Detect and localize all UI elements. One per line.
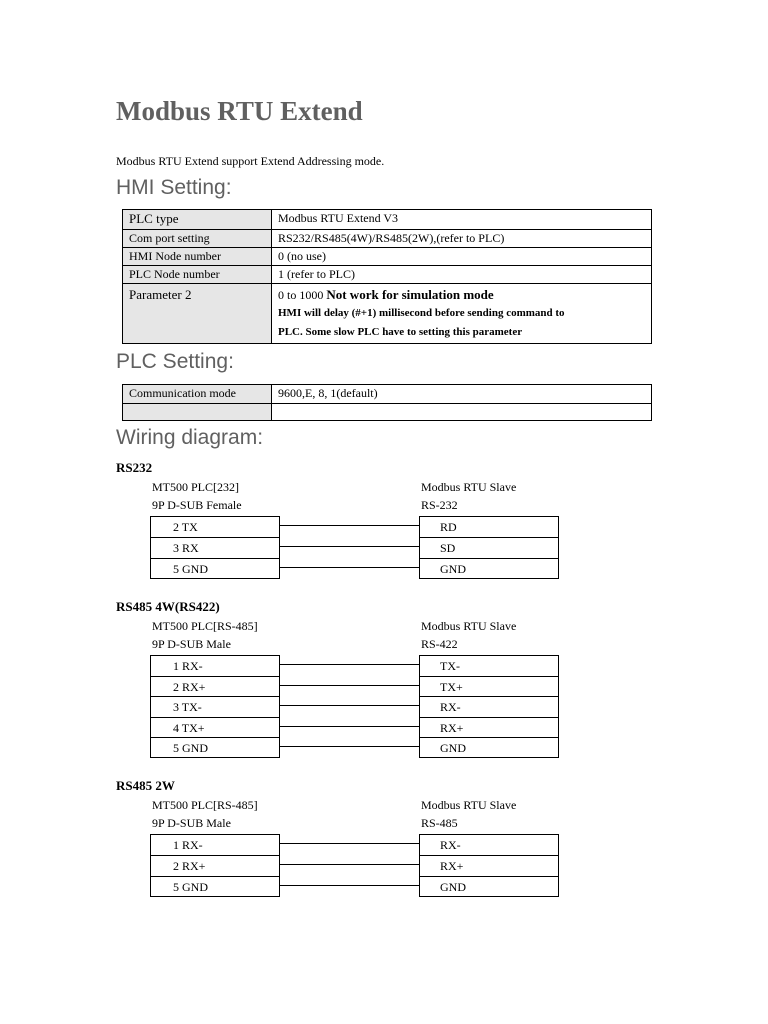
wire [279, 843, 419, 844]
rs232-right-title: Modbus RTU Slave [421, 480, 517, 494]
setting-value: 9600,E, 8, 1(default) [272, 385, 652, 404]
setting-key: PLC Node number [123, 266, 272, 284]
table-row [123, 248, 652, 266]
wiring-heading: Wiring diagram: [116, 426, 264, 449]
setting-value: 1 (refer to PLC) [272, 266, 652, 284]
table-row [123, 210, 652, 230]
wire [279, 705, 419, 706]
setting-value [272, 404, 652, 421]
pin-label: 5 GND [151, 558, 279, 578]
setting-value: RS232/RS485(4W)/RS485(2W),(refer to PLC) [272, 230, 652, 248]
pin-label: GND [420, 737, 558, 757]
setting-key: Communication mode [123, 385, 272, 404]
rs232-right-sub: RS-232 [421, 498, 458, 512]
pin-label: RD [440, 520, 457, 534]
rs232-left-connector [150, 516, 280, 579]
wire [279, 885, 419, 886]
rs485-2w-left-title: MT500 PLC[RS-485] [152, 798, 258, 812]
pin-label: TX- [440, 659, 460, 673]
pin-label: RX+ [420, 855, 558, 876]
setting-warning: Not work for simulation mode [326, 287, 494, 302]
pin-label: 2 RX+ [151, 855, 279, 876]
plc-setting-heading: PLC Setting: [116, 350, 234, 373]
rs232-title: RS232 [116, 460, 153, 475]
pin-label: 2 RX+ [151, 676, 279, 696]
wire [279, 546, 419, 547]
pin-label: TX+ [420, 676, 558, 696]
rs485-2w-right-sub: RS-485 [421, 816, 458, 830]
rs485-2w-left-sub: 9P D-SUB Male [152, 816, 231, 830]
wire [279, 746, 419, 747]
setting-key: Com port setting [123, 230, 272, 248]
pin-label: GND [420, 558, 558, 578]
rs485-2w-title: RS485 2W [116, 778, 175, 793]
pin-label: RX- [420, 696, 558, 717]
hmi-setting-heading: HMI Setting: [116, 176, 232, 199]
rs485-4w-title: RS485 4W(RS422) [116, 599, 220, 614]
pin-label: 3 RX [151, 537, 279, 558]
rs485-4w-right-sub: RS-422 [421, 637, 458, 651]
rs485-2w-right-title: Modbus RTU Slave [421, 798, 517, 812]
setting-value-cell [272, 284, 652, 344]
rs485-2w-left-connector [150, 834, 280, 897]
wire [279, 726, 419, 727]
pin-label: SD [420, 537, 558, 558]
setting-value: Modbus RTU Extend V3 [272, 210, 652, 230]
table-row [123, 284, 652, 344]
rs485-4w-left-title: MT500 PLC[RS-485] [152, 619, 258, 633]
rs485-4w-left-connector [150, 655, 280, 758]
setting-key: PLC type [123, 210, 272, 230]
wire [279, 664, 419, 665]
wire [279, 864, 419, 865]
plc-setting-table [122, 384, 652, 421]
pin-label: RX+ [420, 717, 558, 737]
table-row [123, 385, 652, 404]
pin-label: 1 RX- [173, 838, 203, 852]
pin-label: 3 TX- [151, 696, 279, 717]
wire [279, 685, 419, 686]
wire [279, 567, 419, 568]
rs485-2w-right-connector [419, 834, 559, 897]
intro-text: Modbus RTU Extend support Extend Addressing mode. [116, 154, 385, 168]
pin-label: 5 GND [151, 876, 279, 896]
setting-note: PLC. Some slow PLC have to setting this parameter [278, 326, 523, 338]
setting-value: 0 to 1000 [278, 288, 324, 302]
hmi-setting-table [122, 209, 652, 344]
setting-key: HMI Node number [123, 248, 272, 266]
pin-label: 2 TX [173, 520, 198, 534]
setting-value: 0 (no use) [272, 248, 652, 266]
pin-label: RX- [440, 838, 461, 852]
rs232-left-title: MT500 PLC[232] [152, 480, 239, 494]
rs485-4w-right-title: Modbus RTU Slave [421, 619, 517, 633]
pin-label: 1 RX- [173, 659, 203, 673]
rs485-4w-right-connector [419, 655, 559, 758]
table-row [123, 266, 652, 284]
setting-key [123, 404, 272, 421]
rs485-4w-left-sub: 9P D-SUB Male [152, 637, 231, 651]
pin-label: GND [420, 876, 558, 896]
wire [279, 525, 419, 526]
pin-label: 4 TX+ [151, 717, 279, 737]
rs232-left-sub: 9P D-SUB Female [152, 498, 242, 512]
setting-key: Parameter 2 [123, 284, 272, 344]
pin-label: 5 GND [151, 737, 279, 757]
rs232-right-connector [419, 516, 559, 579]
page-title: Modbus RTU Extend [116, 96, 363, 126]
table-row [123, 230, 652, 248]
setting-note: HMI will delay (#+1) millisecond before sending command to [278, 307, 565, 319]
table-row [123, 404, 652, 421]
